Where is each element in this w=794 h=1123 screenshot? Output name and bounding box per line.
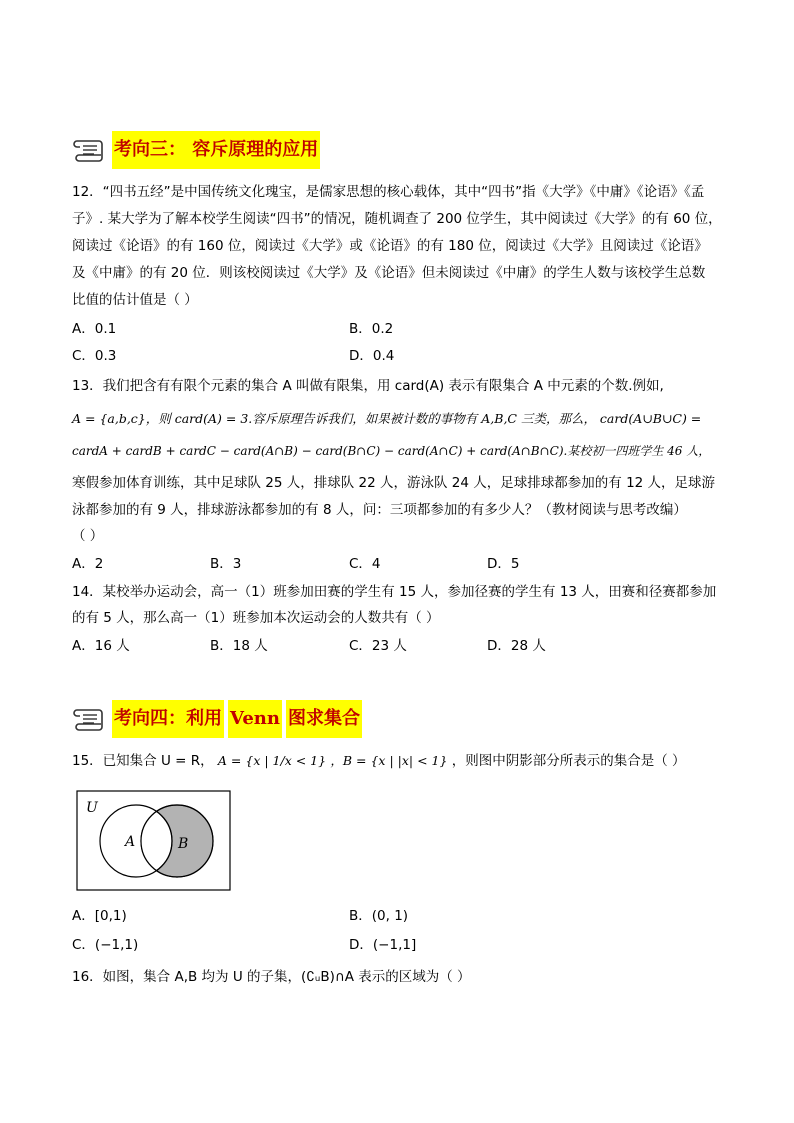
q13-line-6: （ ） — [72, 528, 104, 544]
section-heading-4 — [72, 700, 362, 738]
q14-option-c: C．23 人 — [349, 638, 407, 654]
venn-label-a: A — [125, 834, 136, 850]
q13-line-1: 13．我们把含有有限个元素的集合 A 叫做有限集，用 card(A) 表示有限集合 A 中元素的个数.例如, — [72, 378, 664, 394]
q14-option-d: D．28 人 — [487, 638, 546, 654]
q12-line-3: 阅读过《论语》的有 160 位，阅读过《大学》或《论语》的有 180 位，阅读过《大学》且阅读过《论语》 — [72, 238, 708, 254]
q14-option-b: B．18 人 — [210, 638, 268, 654]
section-title-part-3: 图求集合 — [286, 700, 362, 738]
q15-option-a: A．[0,1) — [72, 908, 127, 924]
q13-line-2: A = {a,b,c}，则 card(A) = 3.容斥原理告诉我们，如果被计数的事物有 A,B,C 三类，那么， card(A∪B∪C) = — [72, 411, 702, 426]
scroll-icon — [72, 136, 106, 164]
q13-option-c: C．4 — [349, 556, 381, 572]
q15-set-a: A = {x | 1/x < 1} — [217, 753, 327, 768]
q14-line-2: 的有 5 人，那么高一（1）班参加本次运动会的人数共有（ ） — [72, 610, 440, 626]
section-heading-3 — [72, 131, 320, 169]
q12-line-4: 及《中庸》的有 20 位．则该校阅读过《大学》及《论语》但未阅读过《中庸》的学生人数与该校学生总数 — [72, 265, 706, 281]
q14-line-1: 14．某校举办运动会，高一（1）班参加田赛的学生有 15 人，参加径赛的学生有 13 人，田赛和径赛都参加 — [72, 584, 717, 600]
q12-line-2: 子》. 某大学为了解本校学生阅读“四书”的情况，随机调查了 200 位学生，其中阅读过《大学》的有 60 位， — [72, 211, 722, 227]
venn-label-u: U — [86, 800, 98, 816]
q16-line-1: 16．如图，集合 A,B 均为 U 的子集，(∁ᵤB)∩A 表示的区域为（ ） — [72, 969, 471, 985]
q12-option-d: D．0.4 — [349, 348, 395, 364]
section-title: 考向三： 容斥原理的应用 — [112, 131, 320, 169]
q15-line-1 — [72, 752, 686, 770]
q13-line-4: 寒假参加体育训练，其中足球队 25 人，排球队 22 人，游泳队 24 人，足球排球都参加的有 12 人，足球游 — [72, 475, 716, 491]
q15-suffix: ，则图中阴影部分所表示的集合是（ ） — [451, 753, 686, 769]
q12-line-5: 比值的估计值是（ ） — [72, 292, 198, 308]
q15-option-c: C．(−1,1) — [72, 937, 139, 953]
q13-line-3: cardA + cardB + cardC − card(A∩B) − card(B∩C) − card(A∩C) + card(A∩B∩C).某校初一四班学生 46 人， — [72, 444, 711, 458]
q15-prefix: 15．已知集合 U = R， — [72, 753, 214, 769]
section-title-part-1: 考向四：利用 — [112, 700, 224, 738]
section-title-part-2: Venn — [228, 700, 282, 738]
q15-set-b: ，B = {x | |x| < 1} — [330, 753, 448, 768]
q15-option-b: B．(0, 1) — [349, 908, 409, 924]
scroll-icon — [72, 705, 106, 733]
q12-option-c: C．0.3 — [72, 348, 117, 364]
q13-line-5: 泳都参加的有 9 人，排球游泳都参加的有 8 人，问：三项都参加的有多少人？（教材阅读与思考改编） — [72, 502, 687, 518]
q13-option-a: A．2 — [72, 556, 104, 572]
q12-line-1: 12．“四书五经”是中国传统文化瑰宝，是儒家思想的核心载体，其中“四书”指《大学》《中庸》《论语》《孟 — [72, 184, 705, 200]
q13-option-d: D．5 — [487, 556, 520, 572]
q12-option-a: A．0.1 — [72, 321, 117, 337]
venn-diagram — [76, 790, 232, 892]
venn-label-b: B — [178, 836, 189, 852]
q15-option-d: D．(−1,1] — [349, 937, 417, 953]
q14-option-a: A．16 人 — [72, 638, 130, 654]
q12-option-b: B．0.2 — [349, 321, 394, 337]
q13-option-b: B．3 — [210, 556, 242, 572]
